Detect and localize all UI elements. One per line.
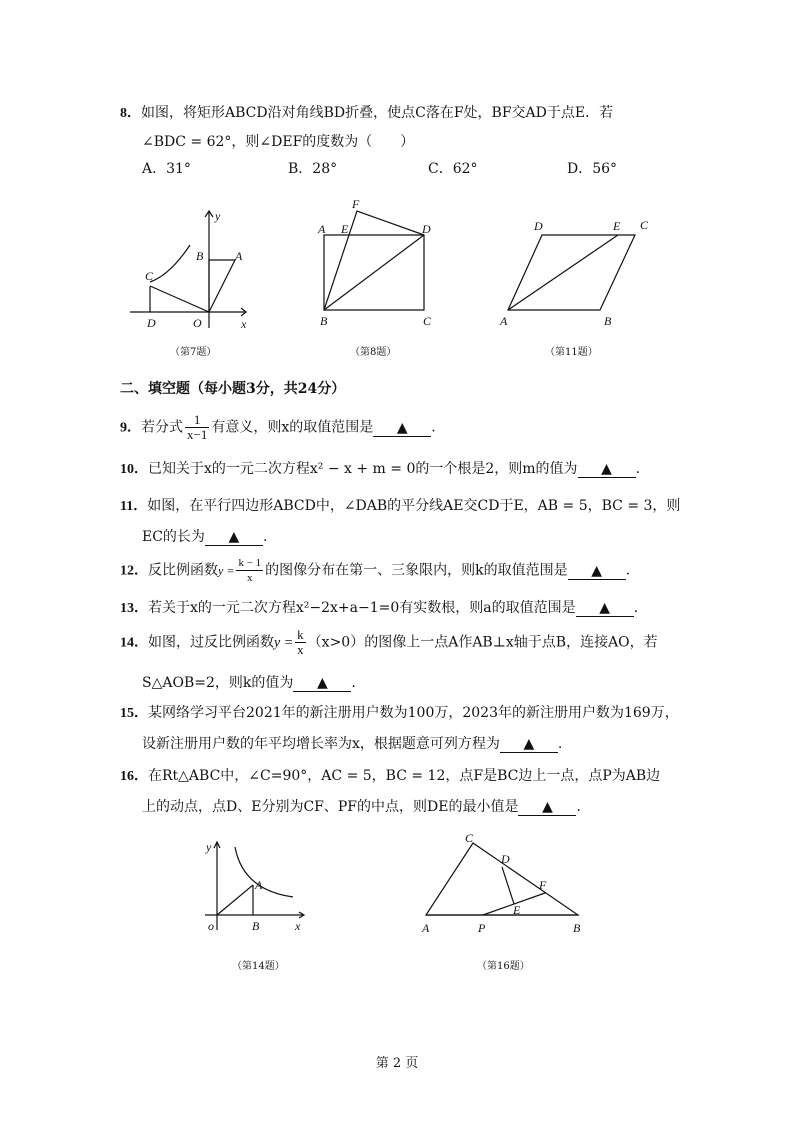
- label-y: y: [206, 840, 212, 854]
- question-text: 的图像分布在第一、三象限内，则k的取值范围是: [265, 562, 568, 579]
- question-number: 10: [120, 462, 134, 477]
- q15-line1: 15．某网络学习平台2021年的新注册用户数为100万，2023年的新注册用户数为169万，: [120, 705, 679, 721]
- label-e: E: [341, 222, 349, 236]
- q16-line1: 16．在Rt△ABC中，∠C=90°，AC = 5，BC = 12，点F是BC边上一点，点P为AB边: [120, 768, 661, 784]
- q14-line2: S△AOB=2，则k的值为 ▲ .: [142, 675, 356, 691]
- q8-option-d: D．56°: [567, 161, 618, 177]
- label-f: F: [352, 197, 360, 211]
- question-text: 如图，过反比例函数: [148, 634, 274, 651]
- label-b: B: [320, 314, 328, 328]
- answer-blank[interactable]: ▲: [373, 420, 431, 437]
- q15-line2: 设新注册用户数的年平均增长率为x，根据题意可列方程为 ▲ .: [142, 736, 563, 752]
- label-c: C: [640, 218, 649, 232]
- denominator: x: [297, 642, 304, 657]
- q8-option-c: C．62°: [428, 161, 478, 177]
- label-o: O: [193, 316, 202, 330]
- figure-16: [415, 830, 595, 940]
- answer-blank[interactable]: ▲: [500, 736, 558, 753]
- question-number: 12: [120, 563, 134, 579]
- label-c: C: [145, 269, 154, 283]
- question-text: 若分式: [141, 419, 183, 436]
- label-d: D: [422, 222, 431, 236]
- label-e: E: [613, 219, 621, 233]
- answer-blank[interactable]: ▲: [205, 529, 263, 546]
- numerator: k: [297, 627, 304, 642]
- label-a: A: [318, 222, 326, 236]
- answer-blank[interactable]: ▲: [576, 600, 634, 617]
- label-a: A: [235, 249, 243, 263]
- label-c: C: [465, 831, 474, 845]
- figure-7: [125, 200, 260, 335]
- label-a: A: [500, 314, 508, 328]
- figure-8-caption: （第8题）: [350, 347, 397, 358]
- page-number: 第 2 页: [375, 1056, 419, 1071]
- diagonal-bd: [324, 235, 424, 310]
- hyperbola-curve: [235, 847, 293, 897]
- question-text: 有意义，则x的取值范围是: [211, 419, 374, 436]
- question-text: 反比例函数: [148, 562, 218, 579]
- numerator: 1: [185, 413, 209, 428]
- label-x: x: [241, 317, 247, 331]
- question-text: 若关于x的一元二次方程x²−2x+a−1=0有实数根，则a的取值范围是: [148, 600, 576, 616]
- label-p: P: [478, 921, 486, 935]
- fraction: [295, 628, 306, 657]
- answer-blank[interactable]: ▲: [518, 799, 576, 816]
- question-number: 9: [120, 420, 127, 436]
- fraction: [236, 556, 263, 585]
- segment-ao: [217, 885, 253, 915]
- label-e: E: [513, 903, 521, 917]
- question-text: 如图，将矩形ABCD沿对角线BD折叠，使点C落在F处，BF交AD于点E．若: [141, 105, 614, 121]
- q11-line1: 11．如图，在平行四边形ABCD中，∠DAB的平分线AE交CD于E，AB = 5，BC = 3，则: [120, 498, 681, 514]
- question-number: 16: [120, 769, 134, 784]
- label-a: A: [255, 878, 263, 892]
- label-b: B: [252, 919, 260, 933]
- question-number: 14: [120, 635, 134, 651]
- q12: 12．反比例函数y = $\frac{k - 1}{x}$ 的图像分布在第一、三象限内，则k的取值范围是 ▲ .: [120, 557, 631, 584]
- figure-11: [490, 205, 660, 330]
- figure-11-caption: （第11题）: [545, 347, 598, 358]
- question-number: 11: [120, 499, 134, 514]
- question-text: （x>0）的图像上一点A作AB⊥x轴于点B，连接AO，若: [307, 634, 658, 651]
- label-c: C: [423, 314, 432, 328]
- q10: 10．已知关于x的一元二次方程x² − x + m = 0的一个根是2，则m的值为 ▲ .: [120, 461, 641, 477]
- label-y: y: [215, 209, 221, 223]
- question-number: 13: [120, 601, 134, 616]
- label-o: o: [208, 919, 214, 933]
- q14-line1: 14．如图，过反比例函数y = $\frac{k}{x}$ （x>0）的图像上一点A作AB⊥x轴于点B，连接AO，若: [120, 627, 658, 657]
- label-b: B: [573, 921, 581, 935]
- figure-16-caption: （第16题）: [477, 961, 530, 972]
- figure-14-caption: （第14题）: [232, 961, 285, 972]
- hyperbola-curve: [150, 245, 190, 282]
- question-text: 已知关于x的一元二次方程x² − x + m = 0的一个根是2，则m的值为: [148, 461, 578, 477]
- q13: 13．若关于x的一元二次方程x²−2x+a−1=0有实数根，则a的取值范围是 ▲ .: [120, 600, 639, 616]
- figure-14: [195, 835, 315, 940]
- figure-7-caption: （第7题）: [170, 347, 217, 358]
- label-b: B: [604, 314, 612, 328]
- q16-line2: 上的动点，点D、E分别为CF、PF的中点，则DE的最小值是 ▲ .: [142, 799, 581, 815]
- figure-8: [312, 195, 442, 335]
- question-number: 15: [120, 706, 134, 721]
- folded-triangle: [324, 211, 424, 310]
- answer-blank[interactable]: ▲: [568, 563, 626, 580]
- label-d: D: [501, 852, 510, 866]
- label-d: D: [147, 316, 156, 330]
- label-b: B: [196, 249, 204, 263]
- answer-blank[interactable]: ▲: [578, 461, 636, 478]
- q8-line2: ∠BDC = 62°，则∠DEF的度数为（ ）: [142, 134, 415, 150]
- question-text: 在Rt△ABC中，∠C=90°，AC = 5，BC = 12，点F是BC边上一点，点P为AB边: [148, 768, 661, 784]
- denominator: x−1: [187, 427, 208, 442]
- q8-option-b: B．28°: [288, 161, 338, 177]
- q8-line1: 8．如图，将矩形ABCD沿对角线BD折叠，使点C落在F处，BF交AD于点E．若: [120, 105, 614, 121]
- label-f: F: [539, 878, 547, 892]
- question-number: 8: [120, 106, 127, 121]
- fraction: [185, 413, 209, 442]
- numerator: k − 1: [238, 557, 262, 569]
- label-d: D: [534, 219, 543, 233]
- q11-line2: EC的长为 ▲ .: [142, 529, 268, 545]
- q9: 9．若分式 $\frac{1}{x-1}$ 有意义，则x的取值范围是 ▲ .: [120, 412, 436, 442]
- parallelogram-abcd: [508, 235, 635, 310]
- triangle-oab: [209, 260, 235, 312]
- question-text: 某网络学习平台2021年的新注册用户数为100万，2023年的新注册用户数为169万，: [148, 705, 679, 721]
- section-title: 二、填空题（每小题3分，共24分）: [120, 381, 346, 397]
- denominator: x: [247, 572, 253, 584]
- segment-de: [502, 867, 514, 904]
- q8-option-a: A．31°: [142, 161, 191, 177]
- answer-blank[interactable]: ▲: [293, 675, 351, 692]
- label-a: A: [422, 921, 430, 935]
- label-x: x: [295, 919, 301, 933]
- question-text: 如图，在平行四边形ABCD中，∠DAB的平分线AE交CD于E，AB = 5，BC = 3，则: [147, 498, 681, 514]
